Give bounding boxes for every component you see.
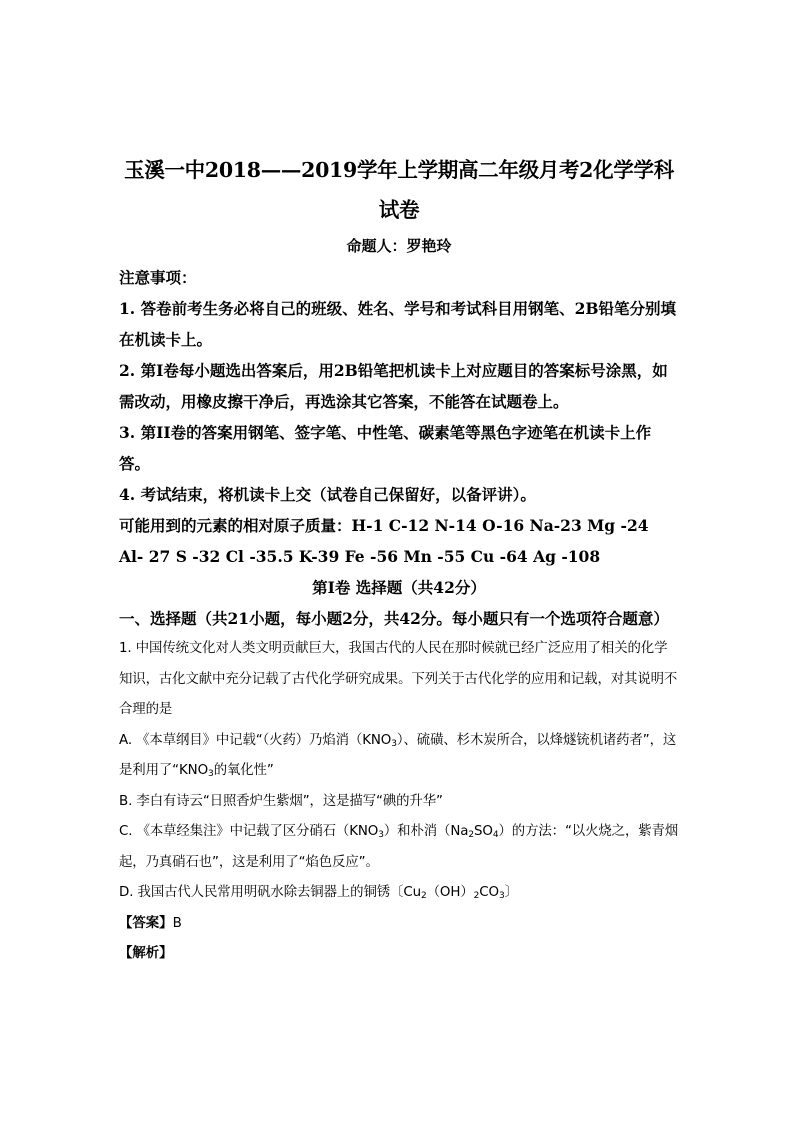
atomic-mass-line-1: 可能用到的元素的相对原子质量：H-1 C-12 N-14 O-16 Na-23 Mg -24 <box>119 516 649 535</box>
notice-item-1: 1. 答卷前考生务必将自己的班级、姓名、学号和考试科目用钢笔、2B铅笔分别填在机读卡上。 <box>119 299 676 349</box>
answer-value: B <box>172 915 182 931</box>
notice-item-2: 2. 第Ⅰ卷每小题选出答案后，用2B铅笔把机读卡上对应题目的答案标号涂黑，如需改动，用橡皮擦干净后，再选涂其它答案，不能答在试题卷上。 <box>119 361 668 411</box>
notice-item-4: 4. 考试结束，将机读卡上交（试卷自己保留好，以备评讲）。 <box>119 485 536 504</box>
section-title: 第Ⅰ卷 选择题（共42分） <box>312 578 486 597</box>
notice-heading: 注意事项： <box>119 268 197 287</box>
question-1-option-a: A. 《本草纲目》中记载“（火药）乃焰消$(KNO_3)$、硫磺、杉木炭所合，以烽燧铳机诸药者”，这是利用了“$KNO_3$的氧化性” <box>119 732 677 779</box>
answer-line <box>119 909 679 940</box>
answer-label: 【答案】 <box>119 915 173 931</box>
analysis-label: 【解析】 <box>119 946 173 961</box>
part-heading: 一、选择题（共21小题，每小题2分，共42分。每小题只有一个选项符合题意） <box>119 609 669 628</box>
notice-item-3: 3. 第II卷的答案用钢笔、签字笔、中性笔、碳素笔等黑色字迹笔在机读卡上作答。 <box>119 423 652 473</box>
atomic-mass-line-2: Al- 27 S -32 Cl -35.5 K-39 Fe -56 Mn -55 Cu -64 Ag -108 <box>119 547 601 566</box>
exam-content <box>119 150 679 970</box>
question-1-option-b: B. 李白有诗云“日照香炉生紫烟”，这是描写“碘的升华” <box>119 793 443 809</box>
analysis-line <box>119 939 679 970</box>
exam-author: 命题人：罗艳玲 <box>346 237 452 255</box>
question-1-stem: 1. 中国传统文化对人类文明贡献巨大，我国古代的人民在那时候就已经广泛应用了相关的化学知识，古化文献中充分记载了古代化学研究成果。下列关于古代化学的应用和记载，对其说明不合理的是 <box>119 641 678 717</box>
question-1-option-d: D. 我国古代人民常用明矾水除去铜器上的铜锈〔$Cu_2(OH)_2CO_3$〕 <box>119 885 518 901</box>
question-1-option-c: C. 《本草经集注》中记载了区分硝石$(KNO_3)$和朴消$(Na_2SO_4)$的方法：“以火烧之，紫青烟起，乃真硝石也”，这是利用了“焰色反应”。 <box>119 824 679 870</box>
exam-title: 玉溪一中2018——2019学年上学期高二年级月考2化学学科试卷 <box>124 158 674 222</box>
